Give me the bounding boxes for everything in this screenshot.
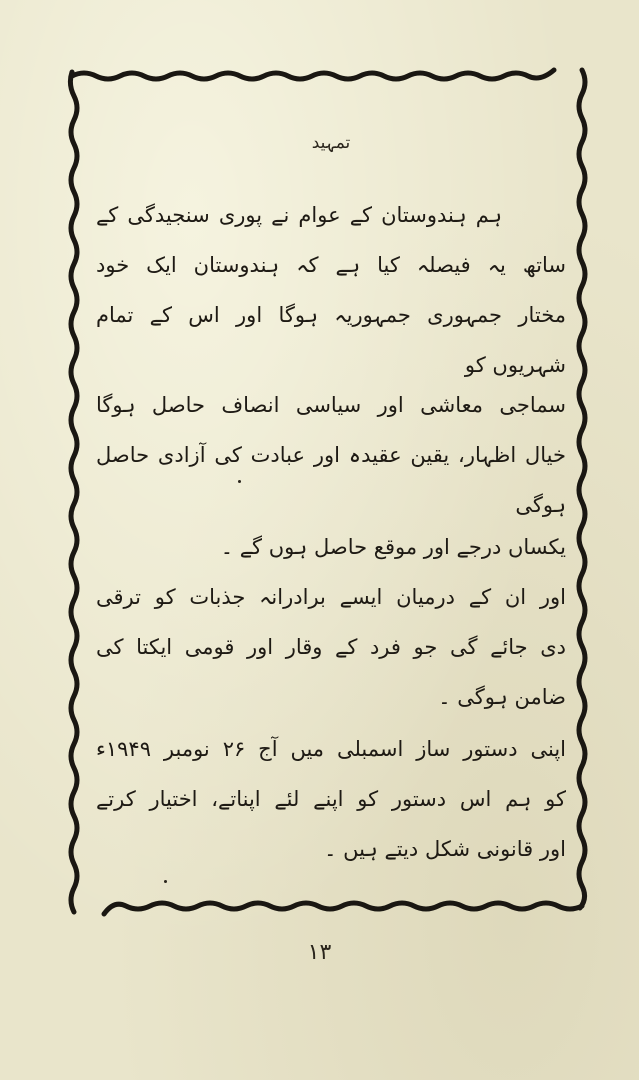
text-line: سماجی معاشی اور سیاسی انصاف حاصل ہوگا	[96, 393, 566, 417]
text-line: دی جائے گی جو فرد کے وقار اور قومی ایکتا کی	[96, 635, 566, 659]
preamble-text	[96, 130, 566, 890]
paragraph-4	[96, 724, 566, 874]
text-line: ساتھ یہ فیصلہ کیا ہے کہ ہندوستان ایک خود	[96, 253, 566, 277]
text-line: اور ان کے درمیان ایسے برادرانہ جذبات کو ترقی	[96, 585, 566, 609]
text-line: ضامن ہوگی ۔	[438, 685, 566, 709]
text-line: ہم ہندوستان کے عوام نے پوری سنجیدگی کے	[96, 203, 502, 227]
text-line: اپنی دستور ساز اسمبلی میں آج ۲۶ نومبر ۱۹۴۹ء	[96, 737, 566, 761]
ink-speck	[164, 880, 167, 883]
ink-speck	[238, 480, 241, 483]
page-title: تمہید	[311, 133, 351, 153]
paragraph-3	[96, 522, 566, 722]
text-line: کو ہم اس دستور کو اپنے لئے اپناتے، اختیار کرتے	[96, 787, 566, 811]
text-line: مختار جمہوری جمہوریہ ہوگا اور اس کے تمام	[96, 303, 566, 327]
paragraph-2	[96, 380, 566, 530]
text-line: خیال اظہار، یقین عقیدہ اور عبادت کی آزادی حاصل	[96, 443, 566, 467]
text-line: یکساں درجے اور موقع حاصل ہوں گے ۔	[220, 535, 566, 559]
paragraph-1	[96, 190, 566, 390]
page-number: ۱۳	[307, 940, 332, 965]
text-line: اور قانونی شکل دیتے ہیں ۔	[324, 837, 566, 861]
text-line: شہریوں کو	[464, 353, 566, 377]
text-line: ہوگی	[515, 493, 566, 517]
